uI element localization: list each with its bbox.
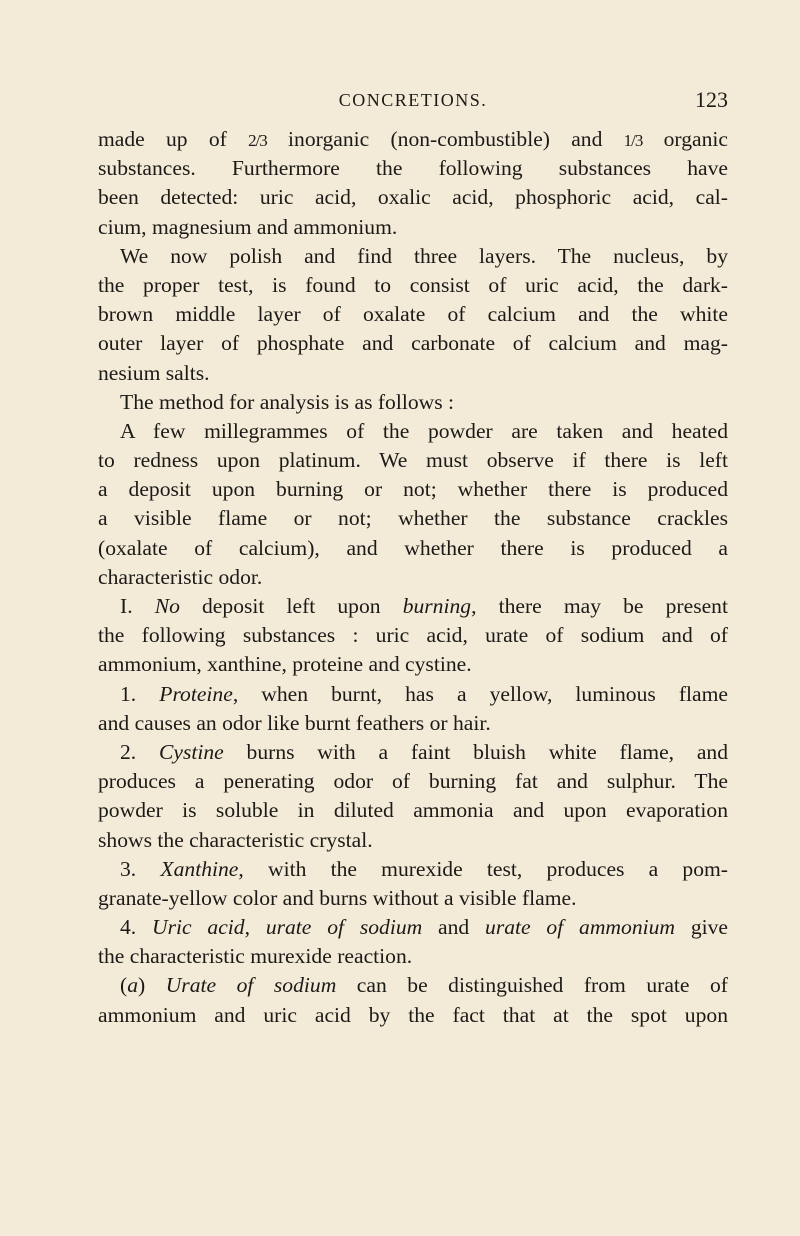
text-line: brown middle layer of oxalate of calcium and the white <box>98 302 728 327</box>
text-line: (oxalate of calcium), and whether there is produced a <box>98 535 728 560</box>
body-text <box>98 125 728 1030</box>
text-line: been detected: uric acid, oxalic acid, phosphoric acid, cal- <box>98 185 728 210</box>
text-line: nesium salts. <box>98 360 210 385</box>
text-line: 2. Cystine burns with a faint bluish white flame, and <box>120 739 729 764</box>
text-line: I. No deposit left upon burning, there may be present <box>120 594 728 618</box>
text-line: shows the characteristic crystal. <box>98 827 373 852</box>
running-head <box>98 87 728 120</box>
text-line: a visible flame or not; whether the substance crackles <box>98 506 728 531</box>
page-number: 123 <box>695 87 728 112</box>
text-line: and causes an odor like burnt feathers or hair. <box>98 710 491 735</box>
text-line: the proper test, is found to consist of uric acid, the dark- <box>98 272 728 297</box>
text-line: 4. Uric acid, urate of sodium and urate of ammonium give <box>120 915 729 940</box>
text-line: a deposit upon burning or not; whether there is produced <box>98 477 728 502</box>
text-line: 3. Xanthine, with the murexide test, produces a pom- <box>120 856 728 881</box>
text-line: granate-yellow color and burns without a visible flame. <box>98 885 577 910</box>
text-line: cium, magnesium and ammonium. <box>98 214 398 239</box>
text-line: The method for analysis is as follows : <box>120 389 455 414</box>
text-line: substances. Furthermore the following substances have <box>98 156 728 181</box>
text-line: outer layer of phosphate and carbonate of calcium and mag- <box>98 331 728 356</box>
text-line: We now polish and find three layers. The nucleus, by <box>120 243 728 268</box>
text-line: powder is soluble in diluted ammonia and upon evaporation <box>98 798 728 823</box>
text-line: the characteristic murexide reaction. <box>98 944 413 969</box>
text-line: to redness upon platinum. We must observe if there is left <box>98 448 728 473</box>
text-line: produces a penerating odor of burning fat and sulphur. The <box>98 769 728 794</box>
text-line: (a) Urate of sodium can be distinguished from urate of <box>120 973 729 998</box>
text-line: the following substances : uric acid, urate of sodium and of <box>98 623 728 648</box>
text-line: ammonium, xanthine, proteine and cystine. <box>98 652 472 677</box>
text-line: made up of 2/3 inorganic (non-combustible) and 1/3 organic <box>98 127 728 151</box>
running-title: CONCRETIONS. <box>338 90 488 110</box>
text-line: ammonium and uric acid by the fact that at the spot upon <box>98 1002 728 1027</box>
text-line: characteristic odor. <box>98 564 263 589</box>
fraction: 2/3 <box>248 131 267 150</box>
fraction: 1/3 <box>623 131 643 150</box>
text-line: 1. Proteine, when burnt, has a yellow, luminous flame <box>120 681 728 706</box>
text-line: A few millegrammes of the powder are taken and heated <box>120 418 728 443</box>
